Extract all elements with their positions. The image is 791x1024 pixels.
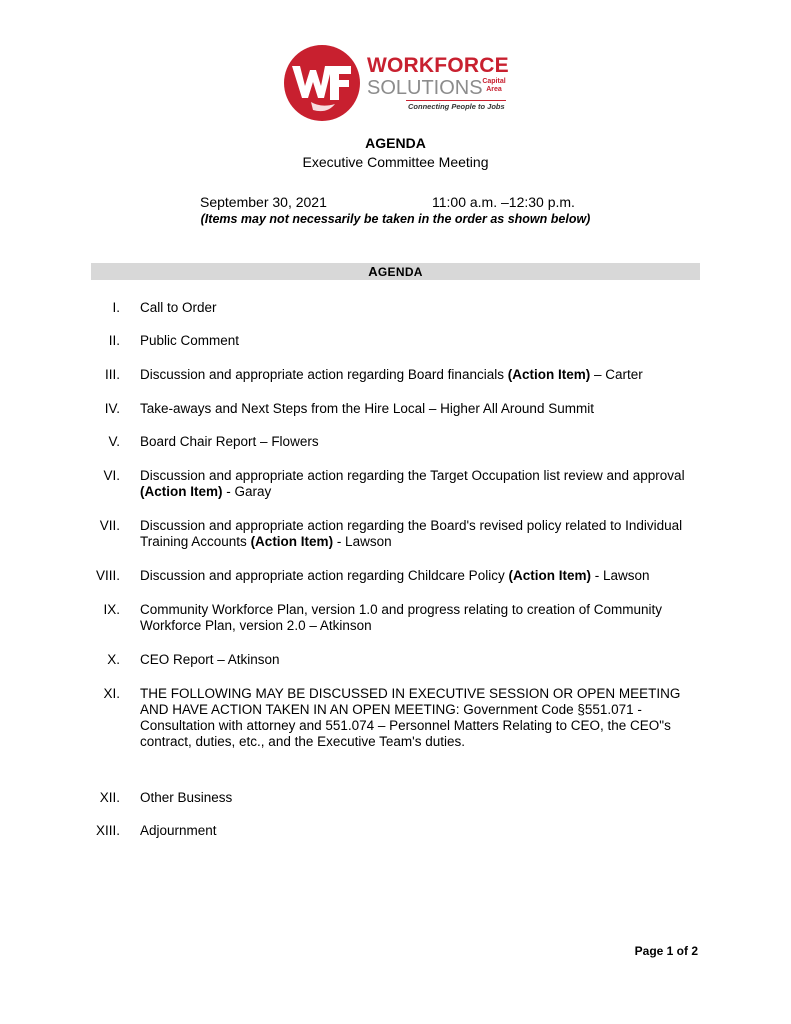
agenda-title: AGENDA bbox=[365, 135, 426, 151]
agenda-item-text bbox=[140, 602, 700, 634]
agenda-item-text bbox=[140, 367, 700, 383]
agenda-item-number: VII. bbox=[99, 518, 120, 533]
agenda-item-text bbox=[140, 652, 700, 668]
agenda-item-number: XII. bbox=[99, 790, 120, 805]
meeting-time: 11:00 a.m. –12:30 p.m. bbox=[432, 194, 575, 210]
agenda-item-presenter: - Garay bbox=[222, 484, 272, 499]
agenda-item-number: III. bbox=[104, 367, 120, 382]
agenda-item-description: Public Comment bbox=[140, 333, 240, 348]
agenda-item-text bbox=[140, 434, 700, 450]
section-bar-rest: GENDA bbox=[377, 265, 423, 279]
action-item-label: (Action Item) bbox=[250, 534, 334, 549]
agenda-item-text bbox=[140, 790, 700, 806]
agenda-item-presenter: – Carter bbox=[590, 367, 643, 382]
agenda-item-description: Discussion and appropriate action regarding the Board's revised policy related to Individual Training Accounts bbox=[140, 518, 683, 549]
agenda-item-presenter: - Lawson bbox=[333, 534, 392, 549]
order-note: (Items may not necessarily be taken in the order as shown below) bbox=[200, 212, 591, 226]
section-bar-first-letter: A bbox=[368, 264, 378, 279]
agenda-item-description: Call to Order bbox=[140, 300, 217, 315]
agenda-item-text bbox=[140, 568, 700, 584]
agenda-item-number: XIII. bbox=[95, 823, 120, 838]
logo-solutions-text: SOLUTIONS bbox=[367, 77, 483, 99]
agenda-item-text bbox=[140, 333, 700, 349]
agenda-item-number: I. bbox=[112, 300, 120, 315]
agenda-section-bar bbox=[91, 263, 700, 280]
agenda-item-text bbox=[140, 300, 700, 316]
logo-workforce-text: WORKFORCE bbox=[367, 54, 509, 77]
action-item-label: (Action Item) bbox=[140, 484, 223, 499]
agenda-item-presenter: - Lawson bbox=[590, 568, 650, 583]
agenda-item-number: X. bbox=[107, 652, 120, 667]
wf-logo-icon bbox=[283, 44, 361, 122]
meeting-subtitle: Executive Committee Meeting bbox=[302, 154, 489, 170]
agenda-item-description: Community Workforce Plan, version 1.0 and progress relating to creation of Community Workforce Plan, version 2.0 – Atkinson bbox=[140, 602, 662, 633]
agenda-item-description: CEO Report – Atkinson bbox=[140, 652, 280, 667]
agenda-item-text bbox=[140, 823, 700, 839]
agenda-item-description: Take-aways and Next Steps from the Hire Local – Higher All Around Summit bbox=[140, 401, 594, 416]
agenda-item-text bbox=[140, 401, 700, 417]
logo-region-text: Capital Area bbox=[482, 78, 506, 93]
agenda-item-number: II. bbox=[108, 333, 120, 348]
workforce-solutions-logo bbox=[283, 44, 513, 124]
logo-tagline: Connecting People to Jobs bbox=[408, 102, 505, 111]
agenda-item-description: Adjournment bbox=[140, 823, 217, 838]
meeting-date: September 30, 2021 bbox=[200, 194, 327, 210]
agenda-item-description: THE FOLLOWING MAY BE DISCUSSED IN EXECUTIVE SESSION OR OPEN MEETING AND HAVE ACTION TAKEN IN AN OPEN MEETING: Government Code §551.071 -Consultation with attorney and 551.074 – Personnel Matters Relating to CEO, the CEO"s contract, duties, etc., and the Executive Team's duties. bbox=[140, 686, 681, 749]
agenda-item-text bbox=[140, 686, 700, 750]
agenda-item-number: V. bbox=[108, 434, 120, 449]
agenda-item-description: Discussion and appropriate action regarding Board financials bbox=[140, 367, 508, 382]
agenda-item-number: VIII. bbox=[95, 568, 120, 583]
agenda-item-description: Discussion and appropriate action regarding Childcare Policy bbox=[140, 568, 509, 583]
logo-divider bbox=[406, 100, 506, 101]
agenda-item-description: Other Business bbox=[140, 790, 233, 805]
action-item-label: (Action Item) bbox=[508, 568, 591, 583]
agenda-item-number: VI. bbox=[103, 468, 120, 483]
action-item-label: (Action Item) bbox=[507, 367, 591, 382]
agenda-item-text bbox=[140, 518, 700, 550]
agenda-item-number: IV. bbox=[104, 401, 120, 416]
agenda-item-text bbox=[140, 468, 700, 500]
agenda-item-number: XI. bbox=[103, 686, 120, 701]
page-number: Page 1 of 2 bbox=[634, 944, 698, 958]
agenda-item-description: Board Chair Report – Flowers bbox=[140, 434, 319, 449]
agenda-item-description: Discussion and appropriate action regarding the Target Occupation list review and approval bbox=[140, 468, 685, 483]
agenda-item-number: IX. bbox=[103, 602, 120, 617]
